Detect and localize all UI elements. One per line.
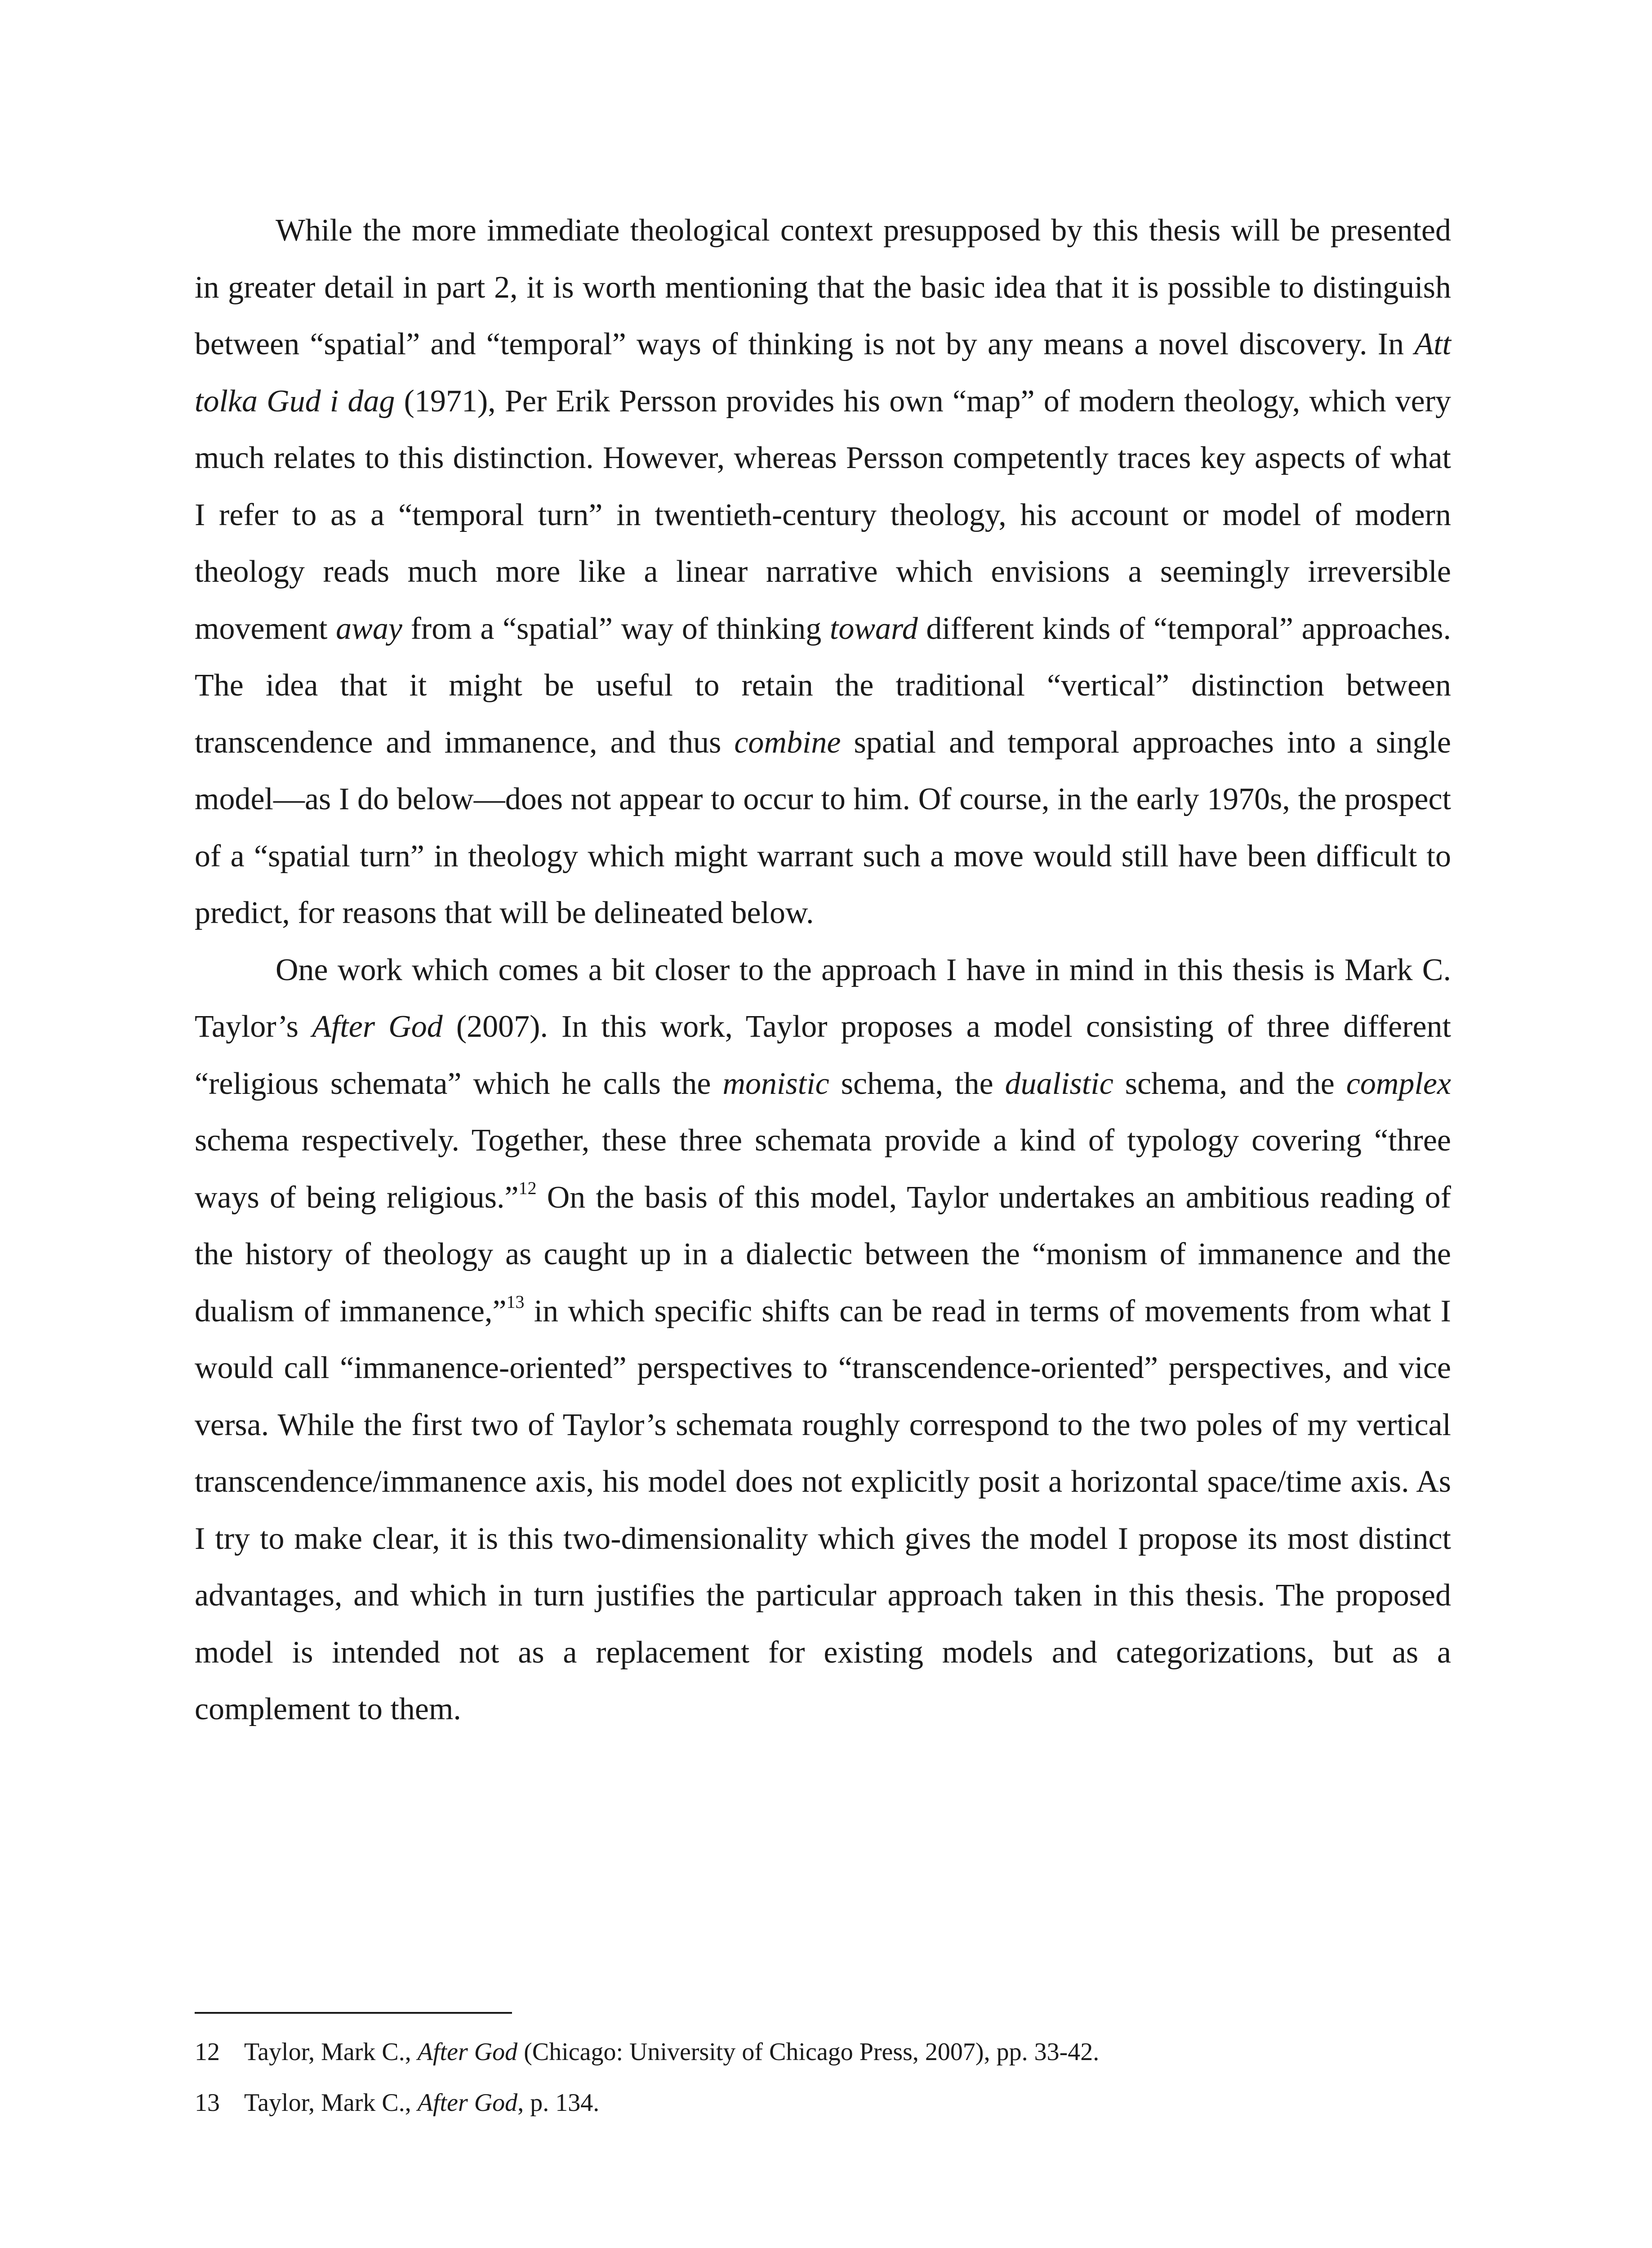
book-title: After God: [312, 1009, 443, 1044]
footnote-separator: [195, 2012, 512, 2014]
footnote-book-title: After God: [417, 2089, 518, 2117]
paragraph-persson: [195, 202, 1451, 942]
book-title: Att tolka Gud i dag: [195, 327, 1451, 419]
footnote-12: [195, 2027, 1451, 2078]
footnote-author: Taylor, Mark C.,: [244, 2089, 418, 2117]
emphasis: toward: [829, 611, 918, 646]
text-run: different kinds of “temporal” approaches. The idea that it might be useful to retain the traditional “vertical” distinction between transcendence and immanence, and thus: [195, 611, 1452, 760]
emphasis: monistic: [722, 1066, 829, 1101]
footnote-ref-13[interactable]: 13: [506, 1291, 525, 1312]
emphasis: away: [336, 611, 402, 646]
footnote-number: 12: [195, 2038, 220, 2066]
footnote-citation: (Chicago: University of Chicago Press, 2007), pp. 33-42.: [517, 2038, 1100, 2066]
text-run: in which specific shifts can be read in terms of movements from what I would call “immanence-oriented” perspectives to “transcendence-oriented” perspectives, and vice versa. While the first two of Taylor’s schemata roughly correspond to the two poles of my vertical transcendence/immanence axis, his model does not explicitly posit a horizontal space/time axis. As I try to make clear, it is this two-dimensionality which gives the model I propose its most distinct advantages, and which in turn justifies the particular approach taken in this thesis. The proposed model is intended not as a replacement for existing models and categorizations, but as a complement to them.: [195, 1293, 1451, 1726]
footnote-ref-12[interactable]: 12: [518, 1178, 537, 1198]
footnote-author: Taylor, Mark C.,: [244, 2038, 418, 2066]
footnote-book-title: After God: [417, 2038, 518, 2066]
footnote-text: [244, 2027, 1099, 2078]
body-text: [195, 202, 1451, 1738]
emphasis: complex: [1346, 1066, 1451, 1101]
text-run: spatial and temporal approaches into a single model—as I do below—does not appear to occur to him. Of course, in the early 1970s, the prospect of a “spatial turn” in theology which might warrant such a move would still have been difficult to predict, for reasons that will be delineated below.: [195, 725, 1451, 930]
footnotes: [195, 2027, 1451, 2128]
text-run: (1971), Per Erik Persson provides his own “map” of modern theology, which very much relates to this distinction. However, whereas Persson competently traces key aspects of what I refer to as a “temporal turn” in twentieth-century theology, his account or model of modern theology reads much more like a linear narrative which envisions a seemingly irreversible movement: [195, 384, 1452, 646]
footnote-text: [244, 2078, 599, 2128]
text-run: schema respectively. Together, these three schemata provide a kind of typology covering “three ways of being religious.”: [195, 1123, 1451, 1215]
text-run: While the more immediate theological context presupposed by this thesis will be presented in greater detail in part 2, it is worth mentioning that the basic idea that it is possible to distinguish between “spatial” and “temporal” ways of thinking is not by any means a novel discovery. In: [195, 213, 1451, 361]
paragraph-taylor: [195, 942, 1451, 1738]
text-run: (2007). In this work, Taylor proposes a model consisting of three different “religious schemata” which he calls the: [195, 1009, 1451, 1101]
footnote-13: [195, 2078, 1451, 2128]
text-run: schema, and the: [1113, 1066, 1346, 1101]
text-run: One work which comes a bit closer to the approach I have in mind in this thesis is Mark C. Taylor’s: [195, 952, 1451, 1044]
footnote-citation: , p. 134.: [517, 2089, 600, 2117]
text-run: On the basis of this model, Taylor undertakes an ambitious reading of the history of theology as caught up in a dialectic between the “monism of immanence and the dualism of immanence,”: [195, 1180, 1451, 1329]
text-run: schema, the: [829, 1066, 1005, 1101]
footnote-number: 13: [195, 2089, 220, 2117]
emphasis: combine: [734, 725, 841, 760]
emphasis: dualistic: [1005, 1066, 1113, 1101]
text-run: from a “spatial” way of thinking: [402, 611, 830, 646]
